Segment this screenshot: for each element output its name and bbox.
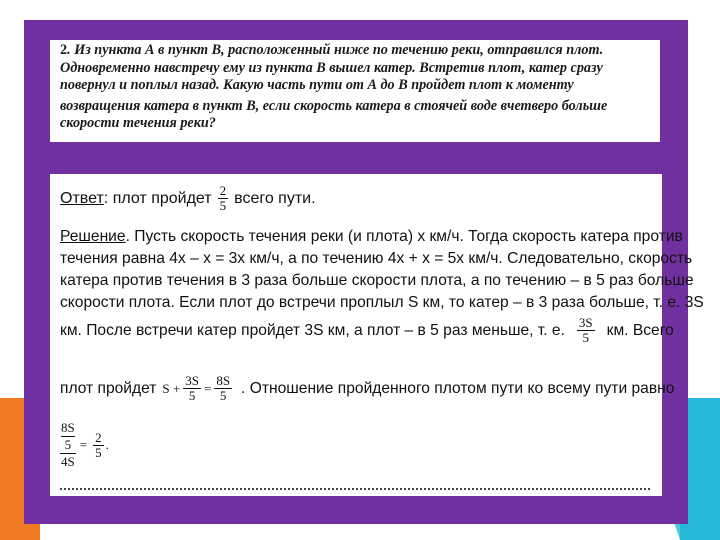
problem-box xyxy=(50,40,660,142)
solution-line-5-text: км. После встречи катер пройдет 3S км, а плот – в 5 раз меньше, т. е. xyxy=(60,321,565,339)
final-equals: = xyxy=(79,437,88,452)
sum-frac-1-den: 5 xyxy=(188,388,196,403)
solution-line-6 xyxy=(60,374,674,403)
clipped-next-line xyxy=(60,488,650,494)
final-result-fraction xyxy=(93,431,104,460)
final-result-den: 5 xyxy=(95,444,102,460)
sum-s: S + xyxy=(162,380,181,396)
solution-text xyxy=(60,226,704,314)
answer-text-after: всего пути. xyxy=(234,189,316,207)
solution-line-5-end: км. Всего xyxy=(606,321,674,339)
solution-line-5-fraction xyxy=(577,316,595,345)
problem-line-5: скорости течения реки? xyxy=(60,115,216,131)
compound-numerator xyxy=(60,420,76,454)
solution-line-6-text: плот пройдет xyxy=(60,379,157,397)
problem-text-1: Из пункта А в пункт В, расположенный ниже по течению реки, отправился плот. xyxy=(74,42,604,58)
frac-3s-num: 3S xyxy=(578,315,593,330)
problem-line-1: 2. Из пункта А в пункт В, расположенный ниже по течению реки, отправился плот. xyxy=(60,42,604,58)
sum-frac-2-den: 5 xyxy=(219,388,227,403)
sum-expression xyxy=(162,374,235,403)
problem-line-4: возвращения катера в пункт В, если скорость катера в стоячей воде вчетверо больше xyxy=(60,97,608,114)
sum-frac-2 xyxy=(214,374,232,403)
solution-line-5 xyxy=(60,315,674,345)
solution-line-1 xyxy=(60,226,683,248)
solution-line-3: катера против течения в 3 раза больше скорости плота, а по течению – в 5 раз больше xyxy=(60,272,694,289)
sum-frac-1 xyxy=(183,374,201,403)
answer-text: : плот пройдет xyxy=(103,189,212,207)
problem-number: 2 xyxy=(60,42,68,58)
problem-line-3: повернул и поплыл назад. Какую часть пути от А до В пройдет плот к моменту xyxy=(60,77,574,93)
frac-3s-den: 5 xyxy=(582,330,589,345)
answer-frac-den: 5 xyxy=(219,198,227,213)
compound-top-num: 8S xyxy=(61,420,75,435)
sum-frac-1-num: 3S xyxy=(185,373,199,388)
solution-line-1-text: . Пусть скорость течения реки (и плота) x км/ч. Тогда скорость катера против xyxy=(125,228,683,245)
sum-frac-2-num: 8S xyxy=(216,373,231,388)
problem-line-2: Одновременно навстречу ему из пункта В вышел катер. Встретив плот, катер сразу xyxy=(60,59,603,76)
solution-label: Решение xyxy=(60,228,126,245)
compound-denominator: 4S xyxy=(61,454,75,469)
compound-fraction xyxy=(60,420,76,470)
answer-frac-num: 2 xyxy=(219,183,227,198)
final-result-num: 2 xyxy=(95,429,102,445)
sum-equals: = xyxy=(203,380,212,396)
solution-line-4: скорости плота. Если плот до встречи проплыл S км, то катер – в 3 раза больше, т. е. 3S xyxy=(60,294,704,311)
final-period: . xyxy=(105,437,109,452)
solution-box xyxy=(50,174,704,496)
compound-top-den: 5 xyxy=(64,437,72,452)
answer-line xyxy=(60,184,316,213)
solution-line-2: течения равна 4x – x = 3x км/ч, а по течению 4x + x = 5x км/ч. Следовательно, скорость xyxy=(60,250,693,267)
answer-label: Ответ xyxy=(60,189,104,207)
answer-fraction xyxy=(218,184,229,213)
solution-line-6-end: . Отношение пройденного плотом пути ко всему пути равно xyxy=(241,379,675,397)
final-ratio xyxy=(60,420,109,470)
